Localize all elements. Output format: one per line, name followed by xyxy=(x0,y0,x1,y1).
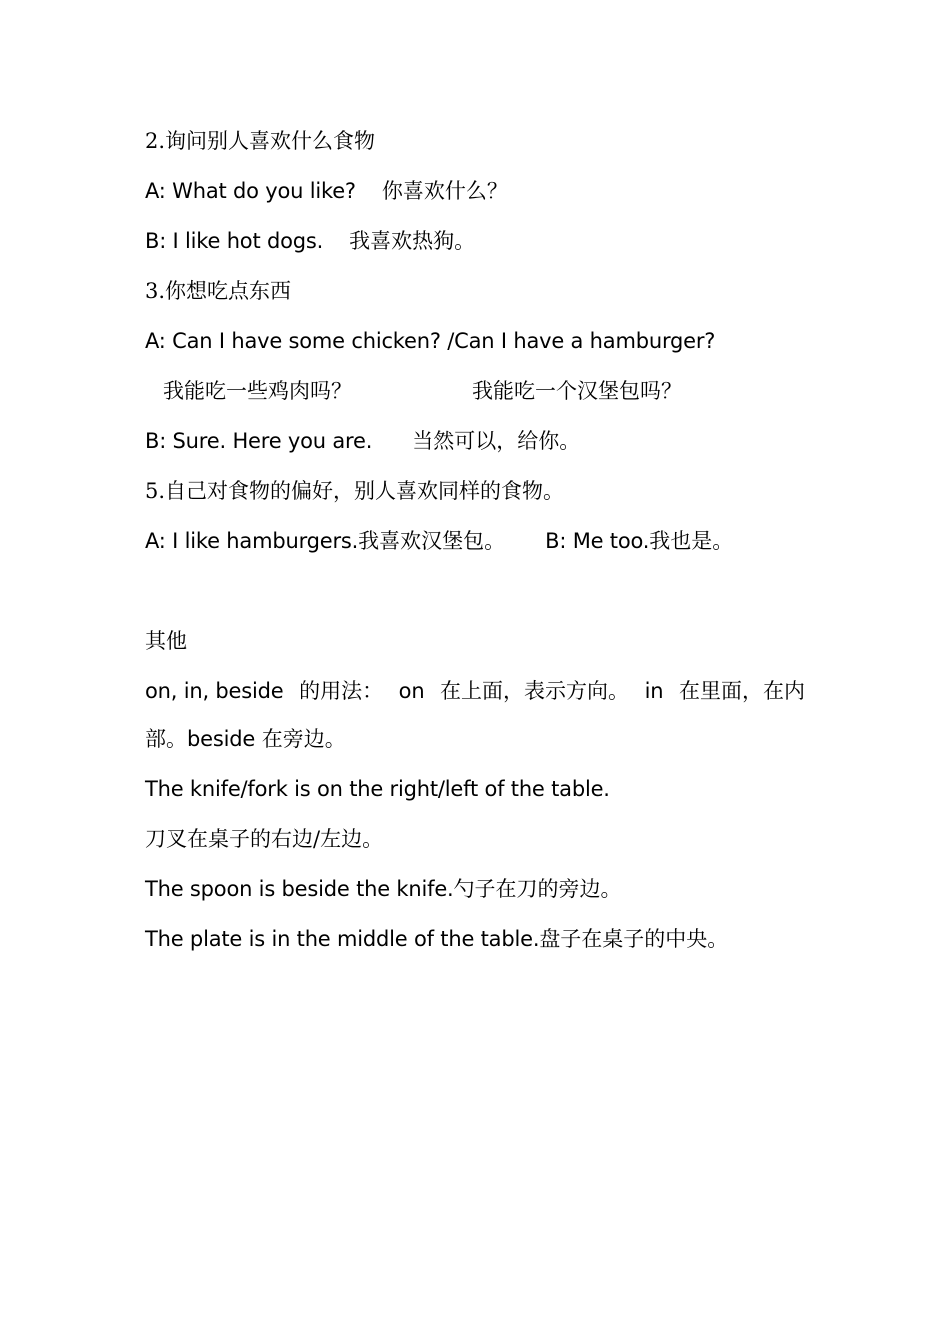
on-meaning: 在上面，表示方向。 xyxy=(440,679,630,703)
on-word: on xyxy=(398,679,425,703)
section-5-heading: 5.自己对食物的偏好，别人喜欢同样的食物。 xyxy=(145,479,565,503)
in-meaning: 在里面，在内 xyxy=(678,679,805,703)
dialogue-line-what-do-you-like xyxy=(145,174,825,208)
example-sentence-spoon xyxy=(145,872,825,906)
english-statement: A: I like hamburgers. xyxy=(145,529,359,553)
dialogue-line-sure xyxy=(145,424,825,458)
usage-words: on, in, beside xyxy=(145,679,284,703)
beside-meaning: 在旁边。 xyxy=(261,727,346,751)
dialogue-line-hot-dogs xyxy=(145,224,825,258)
english-response: B: Me too. xyxy=(545,529,650,553)
usage-continuation: 部。 xyxy=(145,727,187,751)
beside-word: beside xyxy=(187,727,256,751)
english-answer: B: I like hot dogs. xyxy=(145,229,324,253)
usage-label: 的用法： xyxy=(299,679,384,703)
chinese-translation: 我也是。 xyxy=(649,529,734,553)
chinese-translation-chicken: 我能吃一些鸡肉吗？ xyxy=(163,379,352,403)
english-answer: B: Sure. Here you are. xyxy=(145,429,373,453)
dialogue-line-can-i-have: A: Can I have some chicken? /Can I have a hamburger? xyxy=(145,329,716,353)
other-heading: 其他 xyxy=(145,629,187,653)
dialogue-line-can-i-have-translation xyxy=(145,374,825,408)
usage-line-continued xyxy=(145,722,825,756)
in-word: in xyxy=(644,679,664,703)
dialogue-line-me-too xyxy=(145,524,825,558)
english-question: A: What do you like? xyxy=(145,179,356,203)
usage-line xyxy=(145,674,805,708)
example-sentence-plate xyxy=(145,922,825,956)
english-sentence: The spoon is beside the knife. xyxy=(145,877,454,901)
chinese-translation: 当然可以，给你。 xyxy=(412,429,581,453)
section-2-heading: 2.询问别人喜欢什么食物 xyxy=(145,129,376,153)
chinese-translation: 盘子在桌子的中央。 xyxy=(539,927,729,951)
english-sentence: The plate is in the middle of the table. xyxy=(145,927,540,951)
chinese-translation: 我喜欢汉堡包。 xyxy=(358,529,506,553)
example-sentence-knife-fork: The knife/fork is on the right/left of the table. xyxy=(145,777,610,801)
chinese-translation: 我喜欢热狗。 xyxy=(349,229,476,253)
chinese-translation-hamburger: 我能吃一个汉堡包吗？ xyxy=(472,379,682,403)
chinese-translation: 你喜欢什么？ xyxy=(381,179,508,203)
section-3-heading: 3.你想吃点东西 xyxy=(145,279,292,303)
example-sentence-knife-fork-translation: 刀叉在桌子的右边/左边。 xyxy=(145,827,384,851)
chinese-translation: 勺子在刀的旁边。 xyxy=(453,877,622,901)
